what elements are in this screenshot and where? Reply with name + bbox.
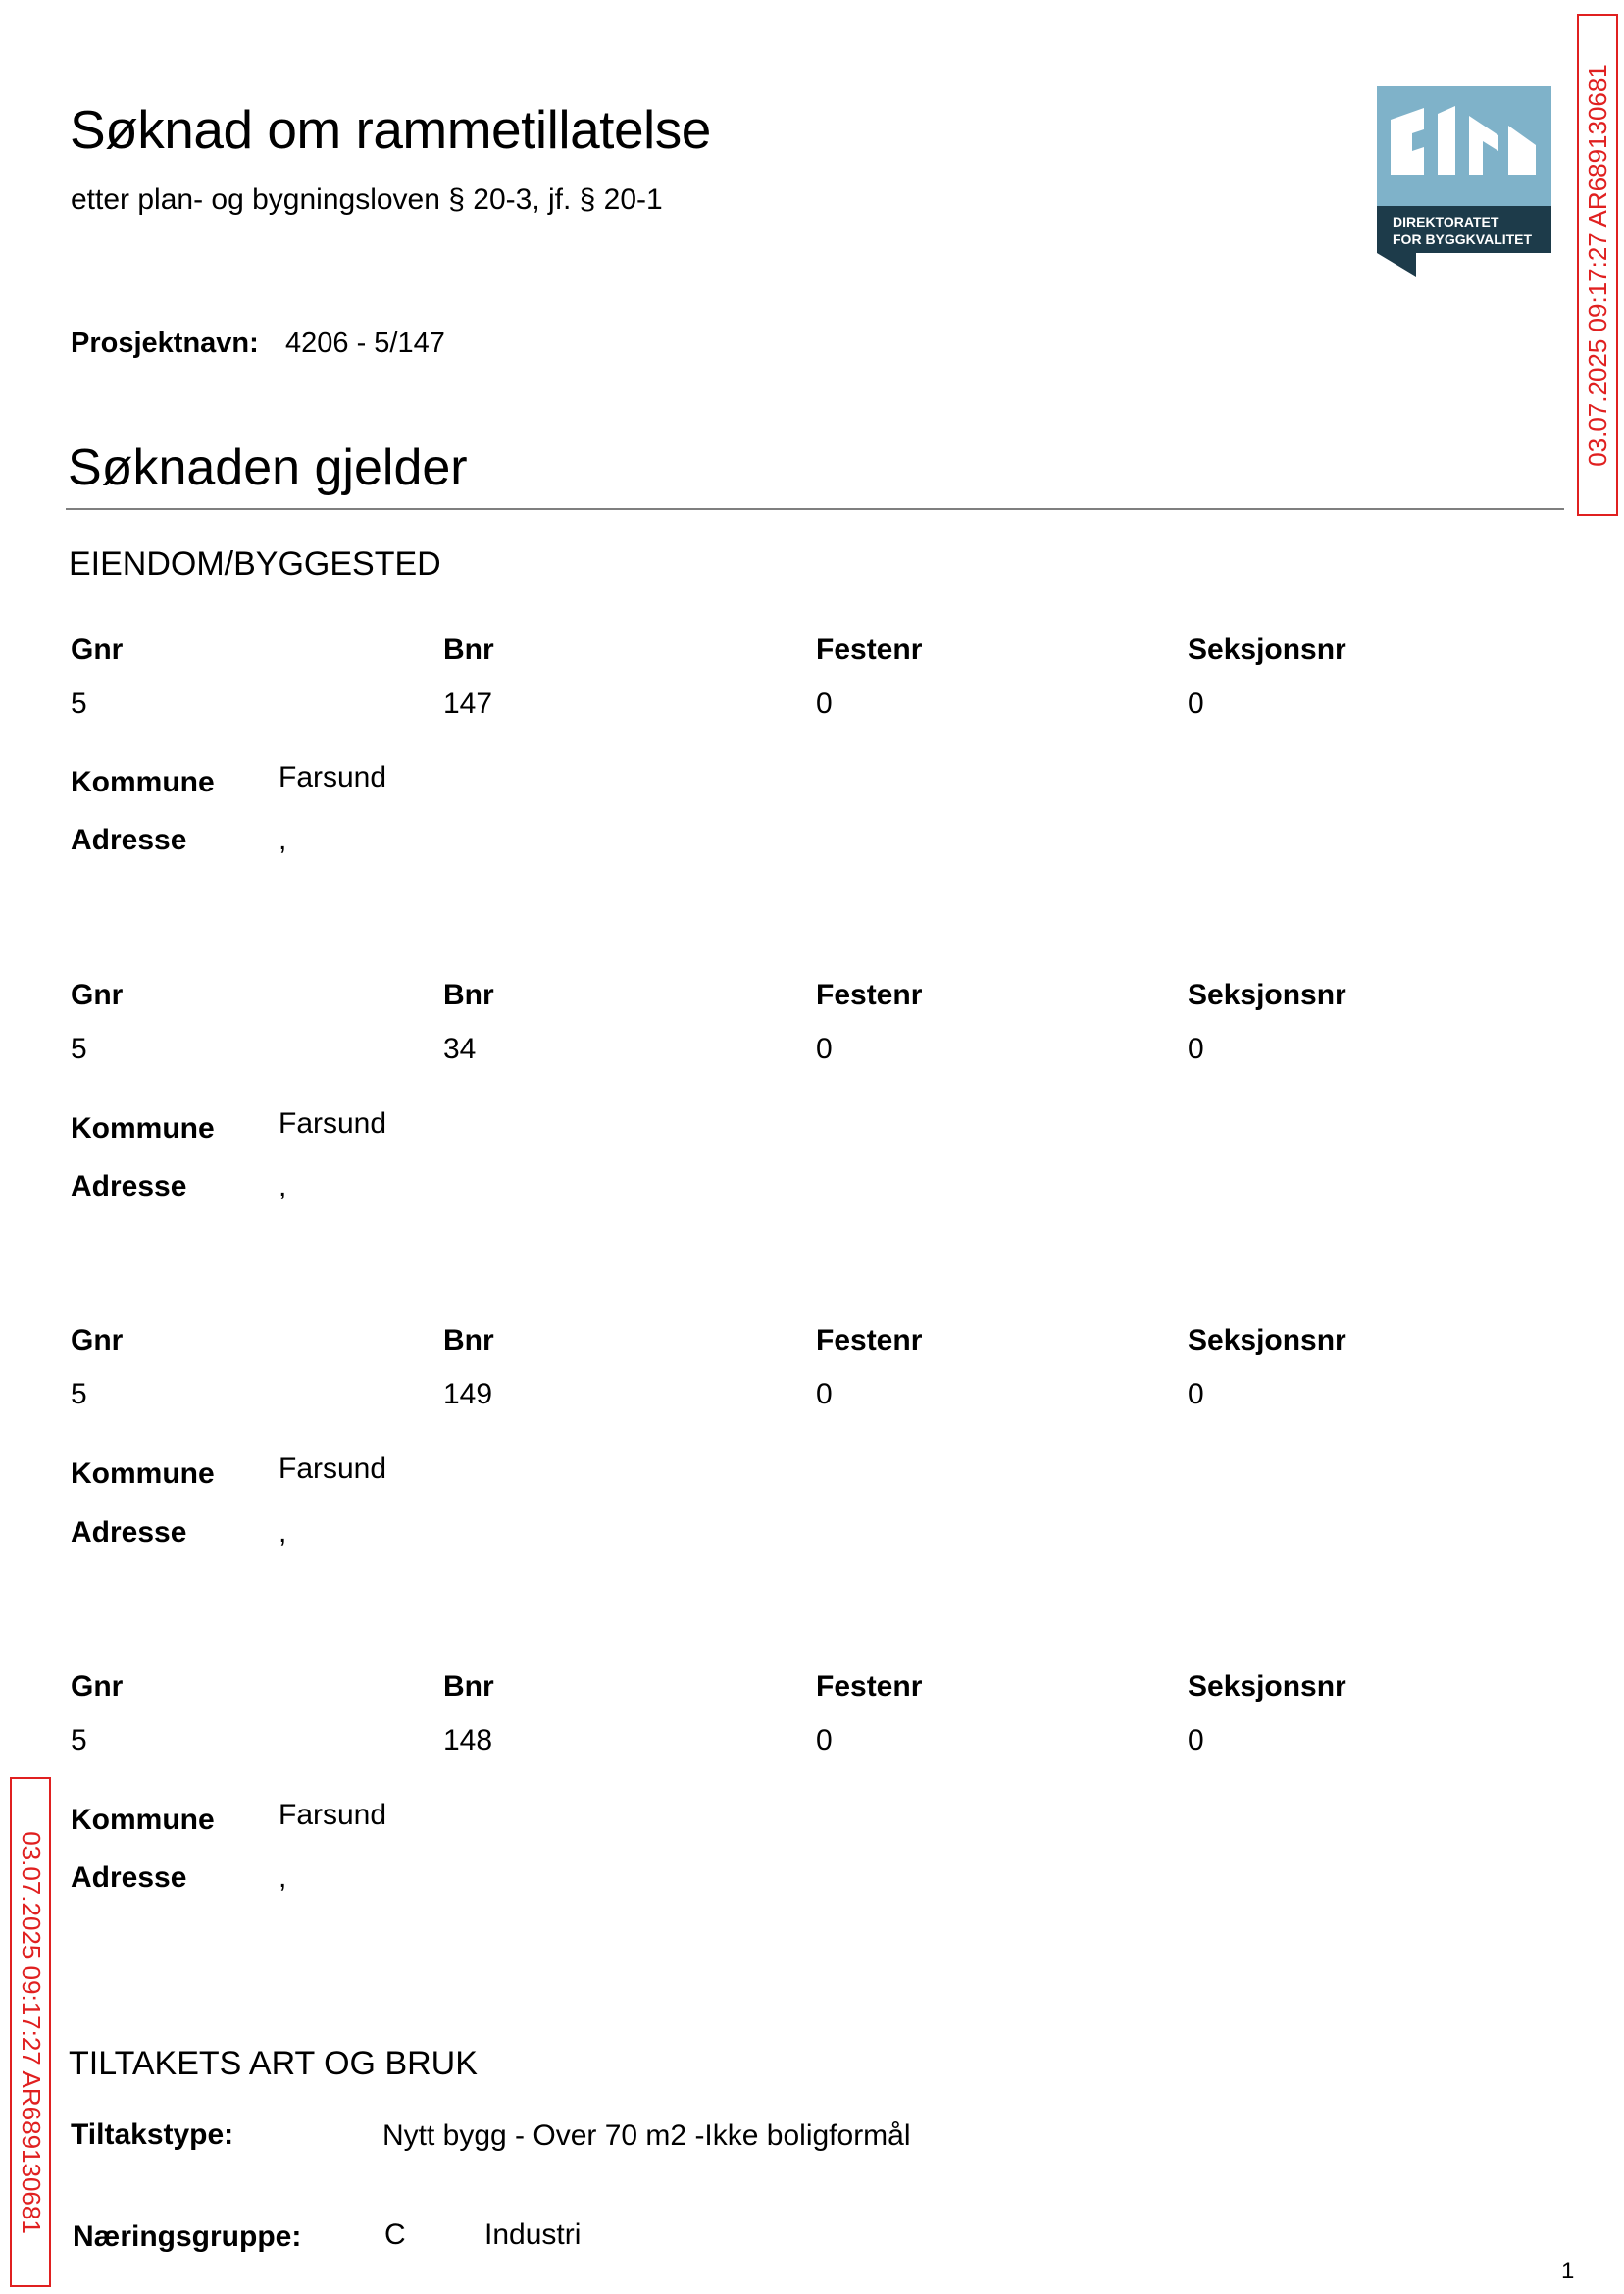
gnr-label: Gnr xyxy=(71,979,124,1011)
adresse-label: Adresse xyxy=(71,1170,187,1202)
bnr-value: 148 xyxy=(443,1724,493,1757)
adresse-value: , xyxy=(279,1861,287,1894)
seksjonsnr-value: 0 xyxy=(1188,688,1204,720)
document-title: Søknad om rammetillatelse xyxy=(70,99,711,160)
kommune-label: Kommune xyxy=(71,1457,215,1490)
bnr-value: 147 xyxy=(443,688,493,720)
adresse-value: , xyxy=(279,1516,287,1549)
bnr-value: 34 xyxy=(443,1033,477,1065)
date-stamp-bottom xyxy=(10,1777,51,2287)
project-label: Prosjektnavn: xyxy=(71,328,259,359)
adresse-label: Adresse xyxy=(71,1861,187,1894)
festenr-value: 0 xyxy=(816,1033,833,1065)
dibk-logo xyxy=(1377,86,1551,277)
adresse-value: , xyxy=(279,1170,287,1202)
seksjonsnr-label: Seksjonsnr xyxy=(1188,979,1346,1011)
festenr-label: Festenr xyxy=(816,979,923,1011)
naeringsgruppe-code: C xyxy=(384,2218,406,2251)
adresse-label: Adresse xyxy=(71,1516,187,1549)
date-stamp-top xyxy=(1577,14,1618,516)
gnr-value: 5 xyxy=(71,1724,87,1757)
festenr-label: Festenr xyxy=(816,1670,923,1703)
date-stamp-bottom-text: 03.07.2025 09:17:27 AR689130681 xyxy=(16,1830,46,2234)
seksjonsnr-value: 0 xyxy=(1188,1724,1204,1757)
seksjonsnr-label: Seksjonsnr xyxy=(1188,1670,1346,1703)
gnr-value: 5 xyxy=(71,1033,87,1065)
tiltak-heading: TILTAKETS ART OG BRUK xyxy=(69,2045,478,2082)
adresse-label: Adresse xyxy=(71,824,187,856)
gnr-value: 5 xyxy=(71,688,87,720)
tiltakstype-value: Nytt bygg - Over 70 m2 -Ikke boligformål xyxy=(382,2119,911,2152)
kommune-label: Kommune xyxy=(71,1804,215,1836)
seksjonsnr-label: Seksjonsnr xyxy=(1188,1324,1346,1356)
document-subtitle: etter plan- og bygningsloven § 20-3, jf. § 20-1 xyxy=(71,183,663,216)
section-heading: Søknaden gjelder xyxy=(68,439,468,496)
festenr-value: 0 xyxy=(816,1378,833,1410)
logo-line1: DIREKTORATET xyxy=(1393,214,1499,229)
kommune-value: Farsund xyxy=(279,761,387,793)
naeringsgruppe-label: Næringsgruppe: xyxy=(73,2220,302,2253)
kommune-label: Kommune xyxy=(71,1112,215,1145)
gnr-label: Gnr xyxy=(71,1670,124,1703)
festenr-label: Festenr xyxy=(816,1324,923,1356)
logo-line2: FOR BYGGKVALITET xyxy=(1393,231,1533,247)
gnr-label: Gnr xyxy=(71,1324,124,1356)
bnr-label: Bnr xyxy=(443,1324,494,1356)
kommune-value: Farsund xyxy=(279,1799,387,1831)
gnr-value: 5 xyxy=(71,1378,87,1410)
kommune-value: Farsund xyxy=(279,1453,387,1485)
bnr-label: Bnr xyxy=(443,634,494,666)
festenr-value: 0 xyxy=(816,1724,833,1757)
eiendom-heading: EIENDOM/BYGGESTED xyxy=(69,545,441,583)
page-number: 1 xyxy=(1561,2258,1575,2284)
bnr-value: 149 xyxy=(443,1378,493,1410)
kommune-value: Farsund xyxy=(279,1107,387,1140)
date-stamp-top-text: 03.07.2025 09:17:27 AR689130681 xyxy=(1582,63,1612,467)
adresse-value: , xyxy=(279,824,287,856)
section-divider xyxy=(66,508,1564,510)
gnr-label: Gnr xyxy=(71,634,124,666)
bnr-label: Bnr xyxy=(443,1670,494,1703)
project-value: 4206 - 5/147 xyxy=(285,328,445,359)
naeringsgruppe-value: Industri xyxy=(484,2218,582,2251)
tiltakstype-label: Tiltakstype: xyxy=(71,2118,234,2151)
seksjonsnr-value: 0 xyxy=(1188,1378,1204,1410)
festenr-label: Festenr xyxy=(816,634,923,666)
seksjonsnr-label: Seksjonsnr xyxy=(1188,634,1346,666)
seksjonsnr-value: 0 xyxy=(1188,1033,1204,1065)
kommune-label: Kommune xyxy=(71,766,215,798)
logo-mark-icon xyxy=(1377,86,1551,277)
festenr-value: 0 xyxy=(816,688,833,720)
bnr-label: Bnr xyxy=(443,979,494,1011)
